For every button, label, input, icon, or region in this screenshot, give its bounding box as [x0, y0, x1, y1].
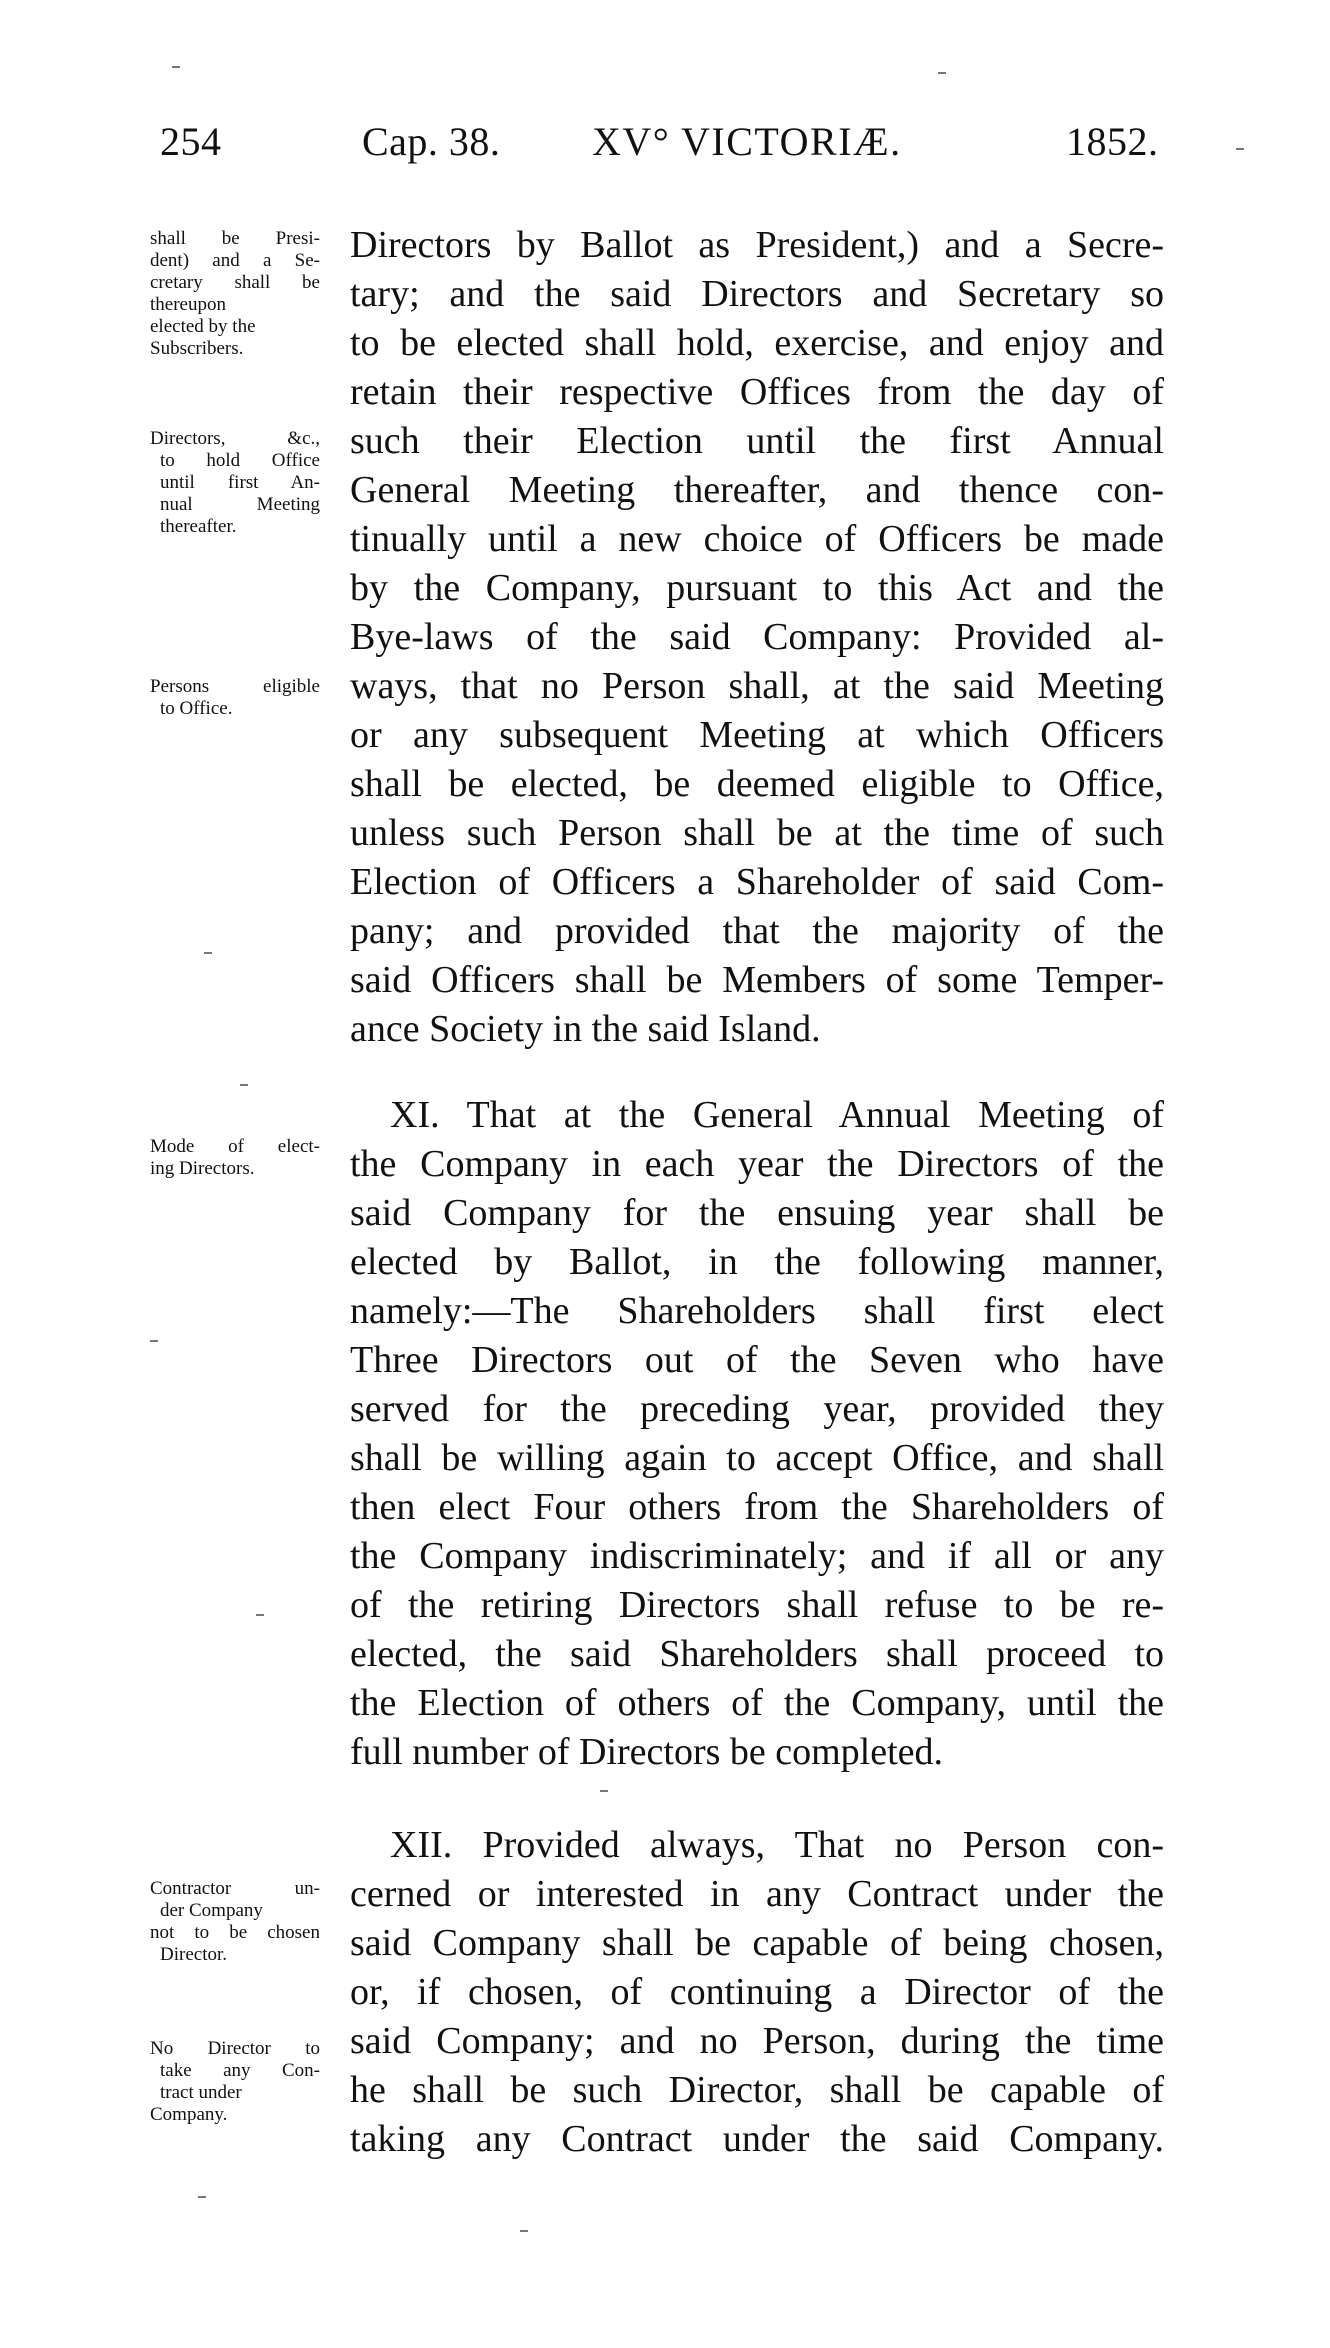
- body-line: said Company shall be capable of being chosen,: [350, 1922, 1164, 1964]
- body-line: ance Society in the said Island.: [350, 1008, 821, 1050]
- margin-note-line: nual Meeting: [160, 494, 320, 515]
- scan-speck: [150, 1340, 158, 1342]
- body-line: taking any Contract under the said Company.: [350, 2118, 1164, 2160]
- scan-speck: [198, 2196, 206, 2198]
- scan-speck: [172, 66, 180, 68]
- body-line: by the Company, pursuant to this Act and the: [350, 567, 1164, 609]
- body-line: Election of Officers a Shareholder of said Com-: [350, 861, 1164, 903]
- body-line: pany; and provided that the majority of the: [350, 910, 1164, 952]
- body-line: to be elected shall hold, exercise, and enjoy and: [350, 322, 1164, 364]
- margin-note-no-director-contract: [150, 2038, 320, 2126]
- scan-speck: [938, 72, 946, 74]
- scan-speck: [256, 1614, 264, 1616]
- body-line: or any subsequent Meeting at which Officers: [350, 714, 1164, 756]
- margin-note-line: elected by the: [150, 316, 256, 337]
- margin-note-line: dent) and a Se-: [150, 250, 320, 271]
- body-line: cerned or interested in any Contract under the: [350, 1873, 1164, 1915]
- margin-note-directors-office: [150, 428, 320, 538]
- margin-note-line: No Director to: [150, 2038, 320, 2059]
- margin-note-line: Directors, &c.,: [150, 428, 320, 449]
- body-line: of the retiring Directors shall refuse to be re-: [350, 1584, 1164, 1626]
- body-line: tary; and the said Directors and Secretary so: [350, 273, 1164, 315]
- body-line: Three Directors out of the Seven who have: [350, 1339, 1164, 1381]
- scan-speck: [1236, 148, 1244, 150]
- body-line: served for the preceding year, provided they: [350, 1388, 1164, 1430]
- scan-speck: [520, 2230, 528, 2232]
- body-line: said Officers shall be Members of some Temper-: [350, 959, 1164, 1001]
- margin-note-line: tract under: [160, 2082, 242, 2103]
- body-line: elected, the said Shareholders shall proceed to: [350, 1633, 1164, 1675]
- body-line: the Company indiscriminately; and if all or any: [350, 1535, 1164, 1577]
- chapter-heading: Cap. 38.: [362, 119, 501, 164]
- margin-note-line: thereupon: [150, 294, 226, 315]
- scan-speck: [600, 1790, 608, 1792]
- body-line: unless such Person shall be at the time of such: [350, 812, 1164, 854]
- margin-note-line: Contractor un-: [150, 1878, 320, 1899]
- reign-heading: XV° VICTORIÆ.: [592, 119, 902, 164]
- body-line: General Meeting thereafter, and thence con-: [350, 469, 1164, 511]
- body-line: shall be elected, be deemed eligible to Office,: [350, 763, 1164, 805]
- body-line: Directors by Ballot as President,) and a Secre-: [350, 224, 1164, 266]
- scan-speck: [240, 1084, 248, 1086]
- body-line: elected by Ballot, in the following manner,: [350, 1241, 1164, 1283]
- margin-note-line: to Office.: [160, 698, 233, 719]
- margin-note-line: Company.: [150, 2104, 228, 2125]
- body-line: the Company in each year the Directors of the: [350, 1143, 1164, 1185]
- margin-note-line: Subscribers.: [150, 338, 244, 359]
- margin-note-line: cretary shall be: [150, 272, 320, 293]
- body-line: said Company; and no Person, during the time: [350, 2020, 1164, 2062]
- margin-note-line: Persons eligible: [150, 676, 320, 697]
- body-line: namely:—The Shareholders shall first elect: [350, 1290, 1164, 1332]
- margin-note-line: take any Con-: [160, 2060, 320, 2081]
- margin-note-persons-eligible: [150, 676, 320, 720]
- year-heading: 1852.: [1066, 119, 1159, 164]
- body-line: or, if chosen, of continuing a Director of the: [350, 1971, 1164, 2013]
- margin-note-line: ing Directors.: [150, 1158, 255, 1179]
- page-number: 254: [160, 119, 222, 164]
- body-line: then elect Four others from the Shareholders of: [350, 1486, 1164, 1528]
- margin-note-line: der Company: [160, 1900, 263, 1921]
- section-xi-heading-line: XI. That at the General Annual Meeting of: [390, 1094, 1164, 1136]
- section-xii-heading-line: XII. Provided always, That no Person con-: [390, 1824, 1164, 1866]
- body-line: retain their respective Offices from the day of: [350, 371, 1164, 413]
- body-line: ways, that no Person shall, at the said Meeting: [350, 665, 1164, 707]
- margin-note-contractor: [150, 1878, 320, 1966]
- margin-note-line: to hold Office: [160, 450, 320, 471]
- margin-note-line: Director.: [160, 1944, 228, 1965]
- margin-note-line: Mode of elect-: [150, 1136, 320, 1157]
- body-line: such their Election until the first Annual: [350, 420, 1164, 462]
- body-line: the Election of others of the Company, until the: [350, 1682, 1164, 1724]
- body-line: said Company for the ensuing year shall be: [350, 1192, 1164, 1234]
- body-line: Bye-laws of the said Company: Provided al-: [350, 616, 1164, 658]
- scan-speck: [204, 952, 212, 954]
- margin-note-electing-directors: [150, 1136, 320, 1180]
- margin-note-election-officers: [150, 228, 320, 360]
- margin-note-line: shall be Presi-: [150, 228, 320, 249]
- body-line: he shall be such Director, shall be capable of: [350, 2069, 1164, 2111]
- margin-note-line: until first An-: [160, 472, 320, 493]
- body-line: tinually until a new choice of Officers be made: [350, 518, 1164, 560]
- margin-note-line: thereafter.: [160, 516, 237, 537]
- body-line: shall be willing again to accept Office, and shall: [350, 1437, 1164, 1479]
- body-line: full number of Directors be completed.: [350, 1731, 944, 1773]
- margin-note-line: not to be chosen: [150, 1922, 320, 1943]
